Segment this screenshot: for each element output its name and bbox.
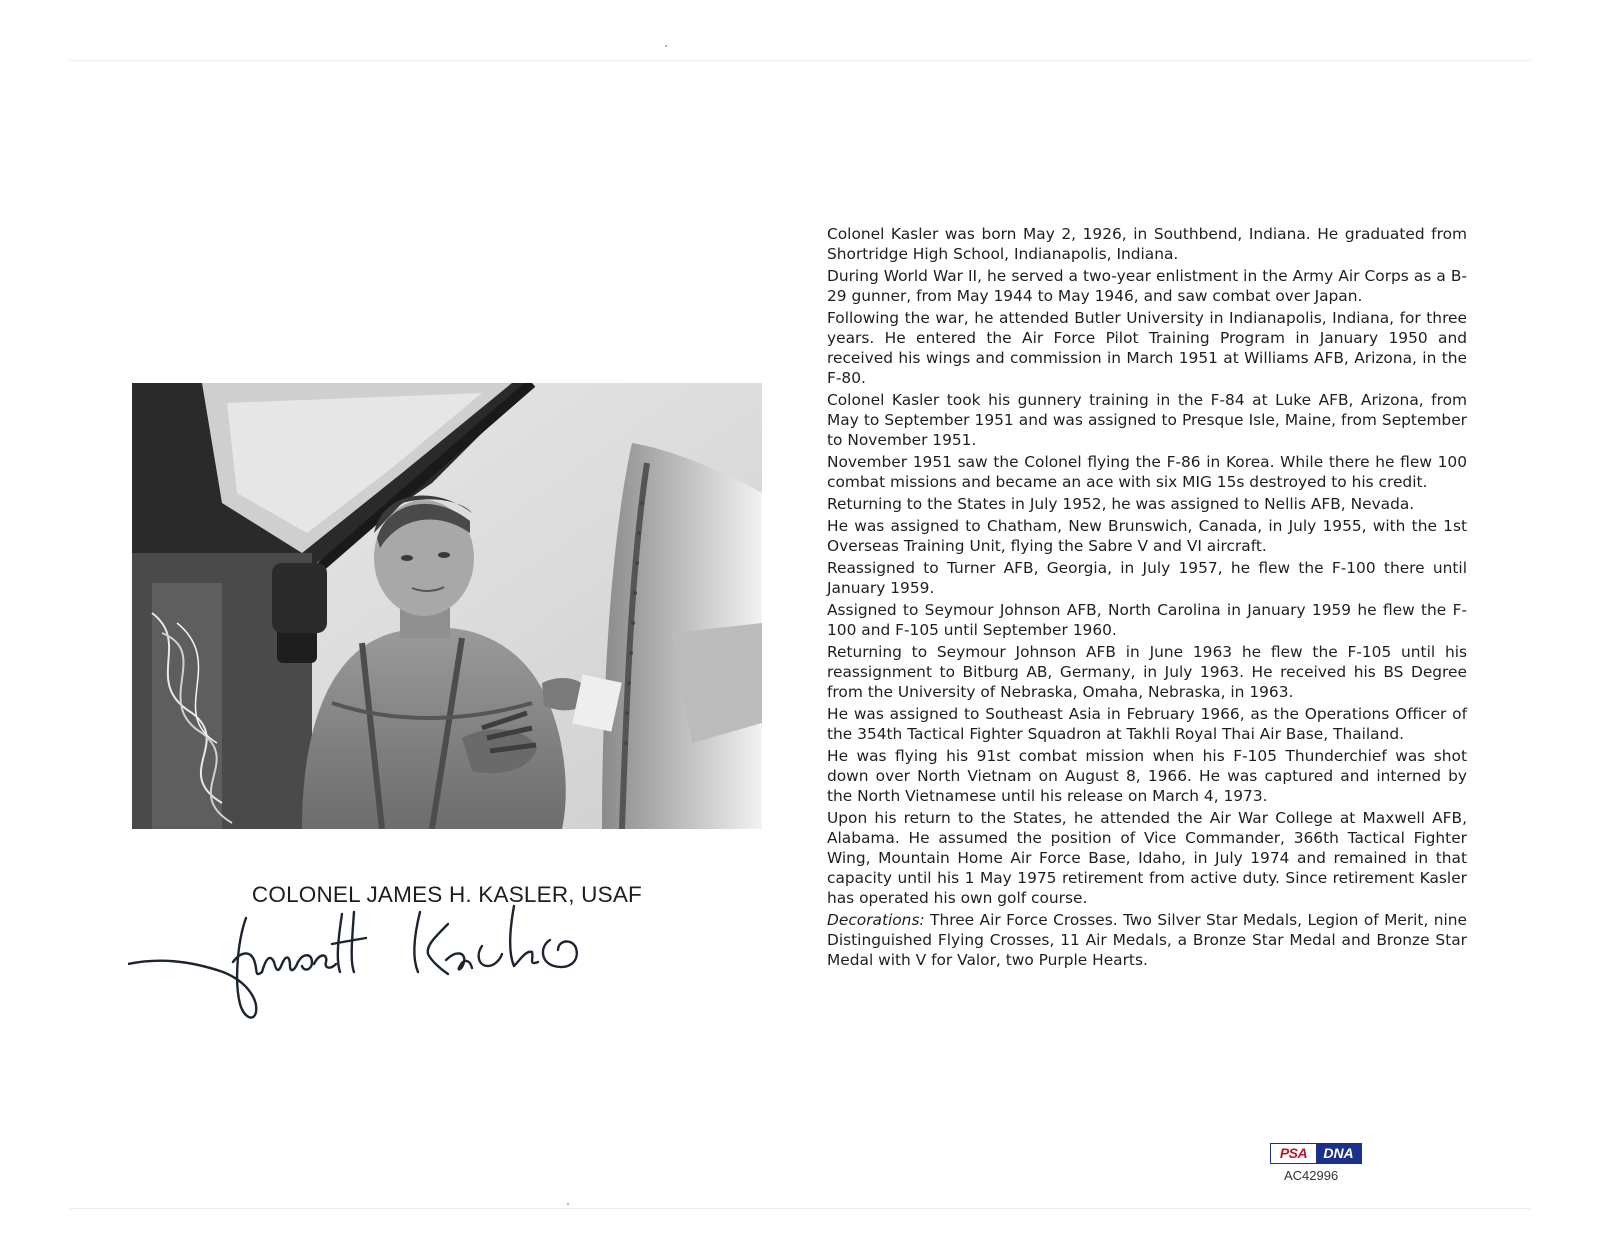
authentication-code: AC42996 (1284, 1168, 1339, 1183)
bio-paragraph: He was assigned to Chatham, New Brunswich, Canada, in July 1955, with the 1st Overseas Training Unit, flying the Sabre V and VI aircraft. (827, 517, 1467, 555)
bio-paragraph: He was flying his 91st combat mission when his F-105 Thunderchief was shot down over North Vietnam on August 8, 1966. He was captured and interned by the North Vietnamese until his release on March 4, 1973. (827, 747, 1467, 805)
paper-speck (665, 45, 667, 47)
bio-paragraph: Following the war, he attended Butler University in Indianapolis, Indiana, for three years. He entered the Air Force Pilot Training Program in January 1950 and received his wings and commission in March 1951 at Williams AFB, Arizona, in the F-80. (827, 309, 1467, 387)
bio-paragraph: During World War II, he served a two-year enlistment in the Army Air Corps as a B-29 gunner, from May 1944 to May 1946, and saw combat over Japan. (827, 267, 1467, 305)
page-edge-top (70, 60, 1530, 61)
page-edge-bottom (70, 1208, 1530, 1209)
handwritten-signature (128, 900, 648, 1050)
decorations-paragraph (827, 910, 1467, 970)
bio-paragraph: Assigned to Seymour Johnson AFB, North Carolina in January 1959 he flew the F-100 and F-105 until September 1960. (827, 601, 1467, 639)
decorations-text: Three Air Force Crosses. Two Silver Star Medals, Legion of Merit, nine Distinguished Flying Crosses, 11 Air Medals, a Bronze Star Medal and Bronze Star Medal with V for Valor, two Purple Hearts. (827, 911, 1467, 969)
psa-dna-logo (1270, 1143, 1362, 1164)
pilot-in-cockpit-photo (132, 383, 762, 829)
biography-text (827, 224, 1467, 972)
logo-right-text: DNA (1316, 1144, 1361, 1163)
bio-paragraph: Colonel Kasler took his gunnery training in the F-84 at Luke AFB, Arizona, from May to September 1951 and was assigned to Presque Isle, Maine, from September to November 1951. (827, 391, 1467, 449)
logo-left-text: PSA (1279, 1145, 1308, 1161)
photo-caption: COLONEL JAMES H. KASLER, USAF (251, 882, 642, 907)
authentication-sticker (1270, 1143, 1370, 1183)
paper-speck (567, 1203, 569, 1205)
bio-paragraph: He was assigned to Southeast Asia in February 1966, as the Operations Officer of the 354th Tactical Fighter Squadron at Takhli Royal Thai Air Base, Thailand. (827, 705, 1467, 743)
bio-paragraph: Reassigned to Turner AFB, Georgia, in July 1957, he flew the F-100 there until January 1959. (827, 559, 1467, 597)
bio-paragraph: Returning to Seymour Johnson AFB in June 1963 he flew the F-105 until his reassignment to Bitburg AB, Germany, in July 1963. He received his BS Degree from the University of Nebraska, Omaha, Nebraska, in 1963. (827, 643, 1467, 701)
bio-paragraph: Returning to the States in July 1952, he was assigned to Nellis AFB, Nevada. (827, 495, 1415, 513)
bio-paragraph: November 1951 saw the Colonel flying the F-86 in Korea. While there he flew 100 combat missions and became an ace with six MIG 15s destroyed to his credit. (827, 453, 1467, 491)
bio-paragraph: Colonel Kasler was born May 2, 1926, in Southbend, Indiana. He graduated from Shortridge High School, Indianapolis, Indiana. (827, 225, 1467, 263)
decorations-label: Decorations: (827, 911, 925, 929)
bio-paragraph: Upon his return to the States, he attended the Air War College at Maxwell AFB, Alabama. He assumed the position of Vice Commander, 366th Tactical Fighter Wing, Mountain Home Air Force Base, Idaho, in July 1974 and remained in that capacity until his 1 May 1975 retirement from active duty. Since retirement Kasler has operated his own golf course. (827, 809, 1467, 907)
